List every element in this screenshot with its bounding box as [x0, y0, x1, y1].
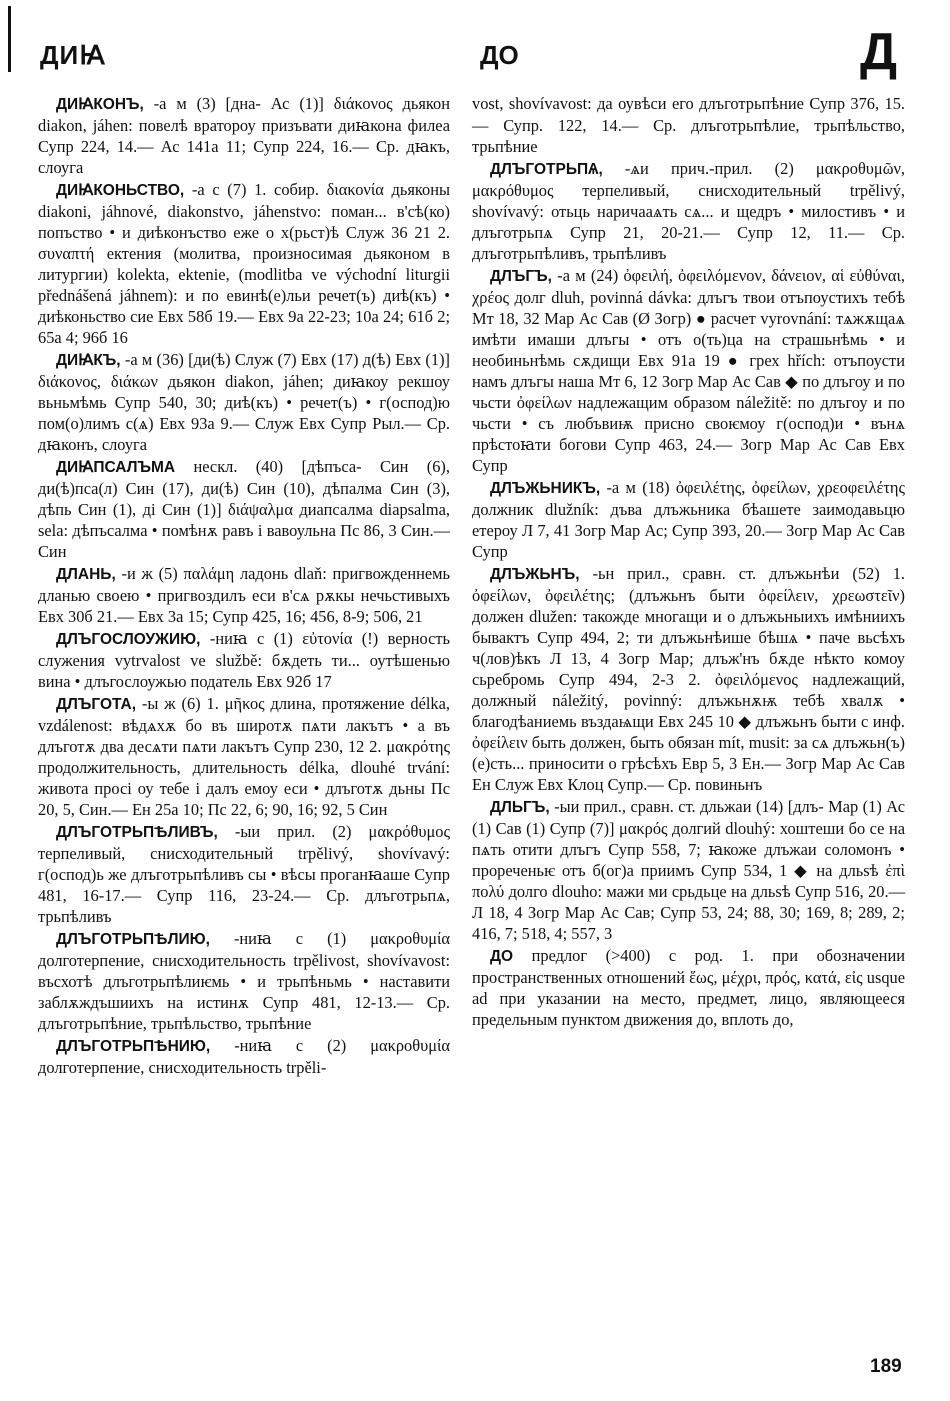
dictionary-entry	[472, 477, 905, 562]
entry-body: -а с (7) 1. собир. διακονία дьяконы diakoni, jáhnové, diakonstvo, jáhenstvo: поман... в'сѣ(ко) попъство • и диѣконъство еже о х(рьст)ѣ Служ 36 21 2. συναπτή ектения (молитва, произносимая дьяконом в литургии) kolekta, ektenie, (modlitba ve východní liturgii přednášená jáhnem): и по евинѣ(е)льи речет(ъ) диѣ(къ) • диѣконьство сие Евх 58б 19.— Евх 9а 22-23; 10а 24; 61б 2; 65а 4; 96б 16	[38, 180, 450, 347]
entry-body: нескл. (40) [дѣпъса- Син (6), ди(ѣ)пса(л) Син (17), ди(ѣ) Син (10), дѣпалма Син (3), дѣпь Син (1), ді Син (1)] διάψαλμα диапсалма diapsalma, sela: дѣпъсалма • помѣнѫ равъ і вавоульна Пс 86, 3 Син.— Син	[38, 457, 450, 561]
entry-body: -ыи прил. (2) μακρόθυμος терпеливый, снисходительный trpělivý, shovívavý: г(оспод)ь же длъготрьпѣливъ сы • вѣсы проганꙗаше Супр 481, 16-17.— Супр 116, 23-24.— Ср. длъготрьпѧ, трьпѣливъ	[38, 822, 450, 926]
dictionary-entry	[472, 158, 905, 264]
dictionary-entry	[38, 563, 450, 627]
dictionary-entry	[472, 93, 905, 157]
entry-headword: ДЛЪГОТА,	[56, 696, 137, 713]
entry-headword: ДЛАНЬ,	[56, 566, 116, 583]
entry-body: -ниꙗ с (1) μακροθυμία долготерпение, снисходительность trpělivost, shovívavost: въсхотѣ длъготрьпѣлиѥмь • и трьпѣньмь • наставити заблѫждъшиихъ на истинѫ Супр 481, 12-13.— Ср. длъготрьпѣние, трьпѣльство, трьпѣние	[38, 929, 450, 1033]
entry-headword: ДЛЬГЪ,	[490, 799, 550, 816]
entry-headword: ДЛЪГЪ,	[490, 268, 552, 285]
entry-headword: ДИꙖКОНЬСТВО,	[56, 182, 185, 199]
right-column	[472, 93, 905, 1031]
entry-body: -ыи прил., сравн. ст. дльжаи (14) [длъ- Мар (1) Ас (1) Сав (1) Супр (7)] μακρός долгий dlouhý: хоштеши бо се на пѧть отити длъгъ Супр 558, 7; ꙗкоже длъжаи соломонъ • прореченьѥ отъ б(ог)а приимъ Супр 534, 1 ◆ на дльѕѣ ἐπὶ πολύ долго dlouho: мажи ми срьдьце на дльѕѣ Супр 516, 20.— Л 18, 4 Зогр Мар Ас Сав; Супр 53, 24; 88, 30; 169, 8; 289, 2; 416, 7; 518, 4; 557, 3	[472, 797, 905, 943]
page-edge-rule	[8, 6, 11, 72]
dictionary-entry	[38, 93, 450, 178]
dictionary-entry	[38, 928, 450, 1034]
entry-body: -и ж (5) παλάμη ладонь dlaň: пригвожденнемь дланью своею • пригвоздилъ еси в'сѧ рѫкы нечьстивыхъ Евх 30б 21.— Евх 3а 15; Супр 425, 16; 456, 8-9; 506, 21	[38, 564, 450, 626]
dictionary-entry	[38, 693, 450, 820]
page-number: 189	[870, 1356, 902, 1377]
entry-headword: ДЛЪЖЬНЪ,	[490, 566, 580, 583]
entry-headword: ДИꙖПСАЛЪМА	[56, 459, 176, 476]
entry-body: -ниꙗ с (1) εὐτονία (!) верность служения vytrvalost ve službě: бѫдеть ти... оутѣшенью вина • длъгослоужью податель Евх 92б 17	[38, 629, 450, 691]
entry-headword: ДЛЪЖЬНИКЪ,	[490, 480, 601, 497]
dictionary-entry	[38, 349, 450, 455]
dictionary-entry	[472, 265, 905, 476]
entry-headword: ДО	[490, 948, 514, 965]
entry-body: -ѧи прич.-прил. (2) μακροθυμῶν, μακρόθυμος терпеливый, снисходительный trpělivý, shovívavý: отьць наричааѧть сѧ... и щедръ • милостивъ • и длъготрьпѧ Супр 21, 20-21.— Супр 12, 11.— Ср. длъготрьпѣливъ, трьпѣливъ	[472, 159, 905, 263]
entry-body: -а м (18) ὀφειλέτης, ὀφείλων, χρεοφειλέτης должник dlužník: дъва длъжьника бѣашете заимодавьцю етероу Л 7, 41 Зогр Мар Ас; Супр 393, 20.— Зогр Мар Ас Сав Супр	[472, 478, 905, 561]
dictionary-entry	[38, 1035, 450, 1078]
running-head-center: ДО	[480, 40, 519, 70]
entry-body: -а м (36) [ди(ѣ) Служ (7) Евх (17) д(ѣ) Евх (1)] διάκονος, διάκων дьякон diakon, jáhen; диꙗкоу рекшоу вьньмѣмь Супр 540, 30; диѣ(къ) • речет(ъ) • г(оспод)ю пом(о)лимъ с(ѧ) Евх 93а 9.— Служ Евх Супр Рыл.— Ср. дꙗконъ, слоуга	[38, 350, 450, 454]
entry-headword: ДЛЪГОСЛОУЖИЮ,	[56, 631, 201, 648]
dictionary-entry	[472, 796, 905, 944]
dictionary-entry	[38, 628, 450, 692]
running-head-left: ДИꙖ	[40, 40, 106, 70]
dictionary-entry	[38, 821, 450, 927]
entry-headword: ДИꙖКОНЪ,	[56, 96, 144, 113]
entry-headword: ДЛЪГОТРЬПѢНИЮ,	[56, 1038, 211, 1055]
entry-headword: ДЛЪГОТРЬПѦ,	[490, 161, 603, 178]
entry-headword: ДИꙖКЪ,	[56, 352, 121, 369]
dictionary-entry	[38, 456, 450, 562]
entry-body: -ы ж (6) 1. μῆκος длина, протяжение délka, vzdálenost: вѣдѧхѫ бо въ широтѫ пѧти лакътъ • а въ длъготѫ два десѧти пѧти лакътъ Супр 230, 12 2. μακρότης продолжительность, длительность délka, dlouhé trvání: живота просі оу тебе і далъ емоу еси • длъготѫ дьны Пс 20, 5, Син.— Ен 25а 10; Пс 22, 6; 90, 16; 92, 5 Син	[38, 694, 450, 819]
entry-body: предлог (>400) с род. 1. при обозначении пространственных отношений ἕως, μέχρι, πρός, κατά, εἰς usque ad при указании на место, предмет, лицо, являющееся предельным пунктом движения до, вплоть до,	[472, 946, 905, 1029]
left-column	[38, 93, 450, 1079]
entry-body: -а м (3) [дна- Ас (1)] διάκονος дьякон diakon, jáhen: повелѣ вратороу призъвати диꙗкона филеа Супр 224, 14.— Ас 141а 11; Супр 224, 16.— Ср. дꙗкъ, слоуга	[38, 94, 450, 177]
entry-headword: ДЛЪГОТРЬПѢЛИЮ,	[56, 931, 210, 948]
dictionary-entry	[472, 945, 905, 1030]
dictionary-entry	[472, 563, 905, 795]
dictionary-entry	[38, 179, 450, 348]
entry-body: -а м (24) ὀφειλή, ὀφειλόμενον, δάνειον, αἱ εὐθύναι, χρέος долг dluh, povinná dávka: длъгъ твои отъпоустихъ тебѣ Мт 18, 32 Мар Ас Сав (Ø Зогр) ● расчет vyrovnání: тѧжѫщаѧ имѣти имаши длъгы • отъ о(ть)ца на страшьнѣмь • и необиньнѣмь сѫдищи Евх 91а 19 ● грех hřích: отъпоусти намъ длъгы наша Мт 6, 12 Зогр Мар Ас Сав ◆ по длъгоу и по чьсти ὀφείλων надлежащим образом náležitě: по длъгоу и по чьсти • съ любъвиѭ присно своѥмоу г(оспод)и • вънѧ прѣстоꙗти богови Супр 463, 24.— Зогр Мар Ас Сав Евх Супр	[472, 266, 905, 475]
entry-body: -ьн прил., сравн. ст. длъжьнѣи (52) 1. ὀφείλων, ὀφειλέτης; (длъжьнъ быти ὀφείλειν, χρεωστεῖν) должен dlužen: такожде многащи и о длъжьныихъ имѣниихъ бывактъ Супр 494, 2; ти длъжьнѣише бѣшѧ • паче вьсѣхъ ч(лов)ѣкъ Л 13, 4 Зогр Мар; длъж'нъ бѫде нѣкто комоу сьребромь Супр 494, 2-3 2. ὀφειλόμενος надлежащий, должный náležitý, povinný: длъжьнѫѭ тебѣ хвалѫ • благодѣаниемь въздаѩщи Евх 245 10 ◆ длъжьнъ быти с инф. ὀφείλειν быть должен, быть обязан mít, musit: за сѧ длъжьн(ъ) (е)сть... приносити о грѣсѣхъ Евр 5, 3 Ен.— Зогр Мар Ас Сав Ен Служ Евх Клоц Супр.— Ср. повиньнъ	[472, 564, 905, 794]
entry-body: vost, shovívavost: да оувѣси его длъготрьпѣние Супр 376, 15.— Супр. 122, 14.— Ср. длъготрьпѣлие, трьпѣльство, трьпѣние	[472, 94, 905, 156]
entry-headword: ДЛЪГОТРЬПѢЛИВЪ,	[56, 824, 218, 841]
entry-body: -ниꙗ с (2) μακροθυμία долготерпение, снисходительность trpěli-	[38, 1036, 450, 1077]
section-letter: Д	[860, 23, 898, 81]
